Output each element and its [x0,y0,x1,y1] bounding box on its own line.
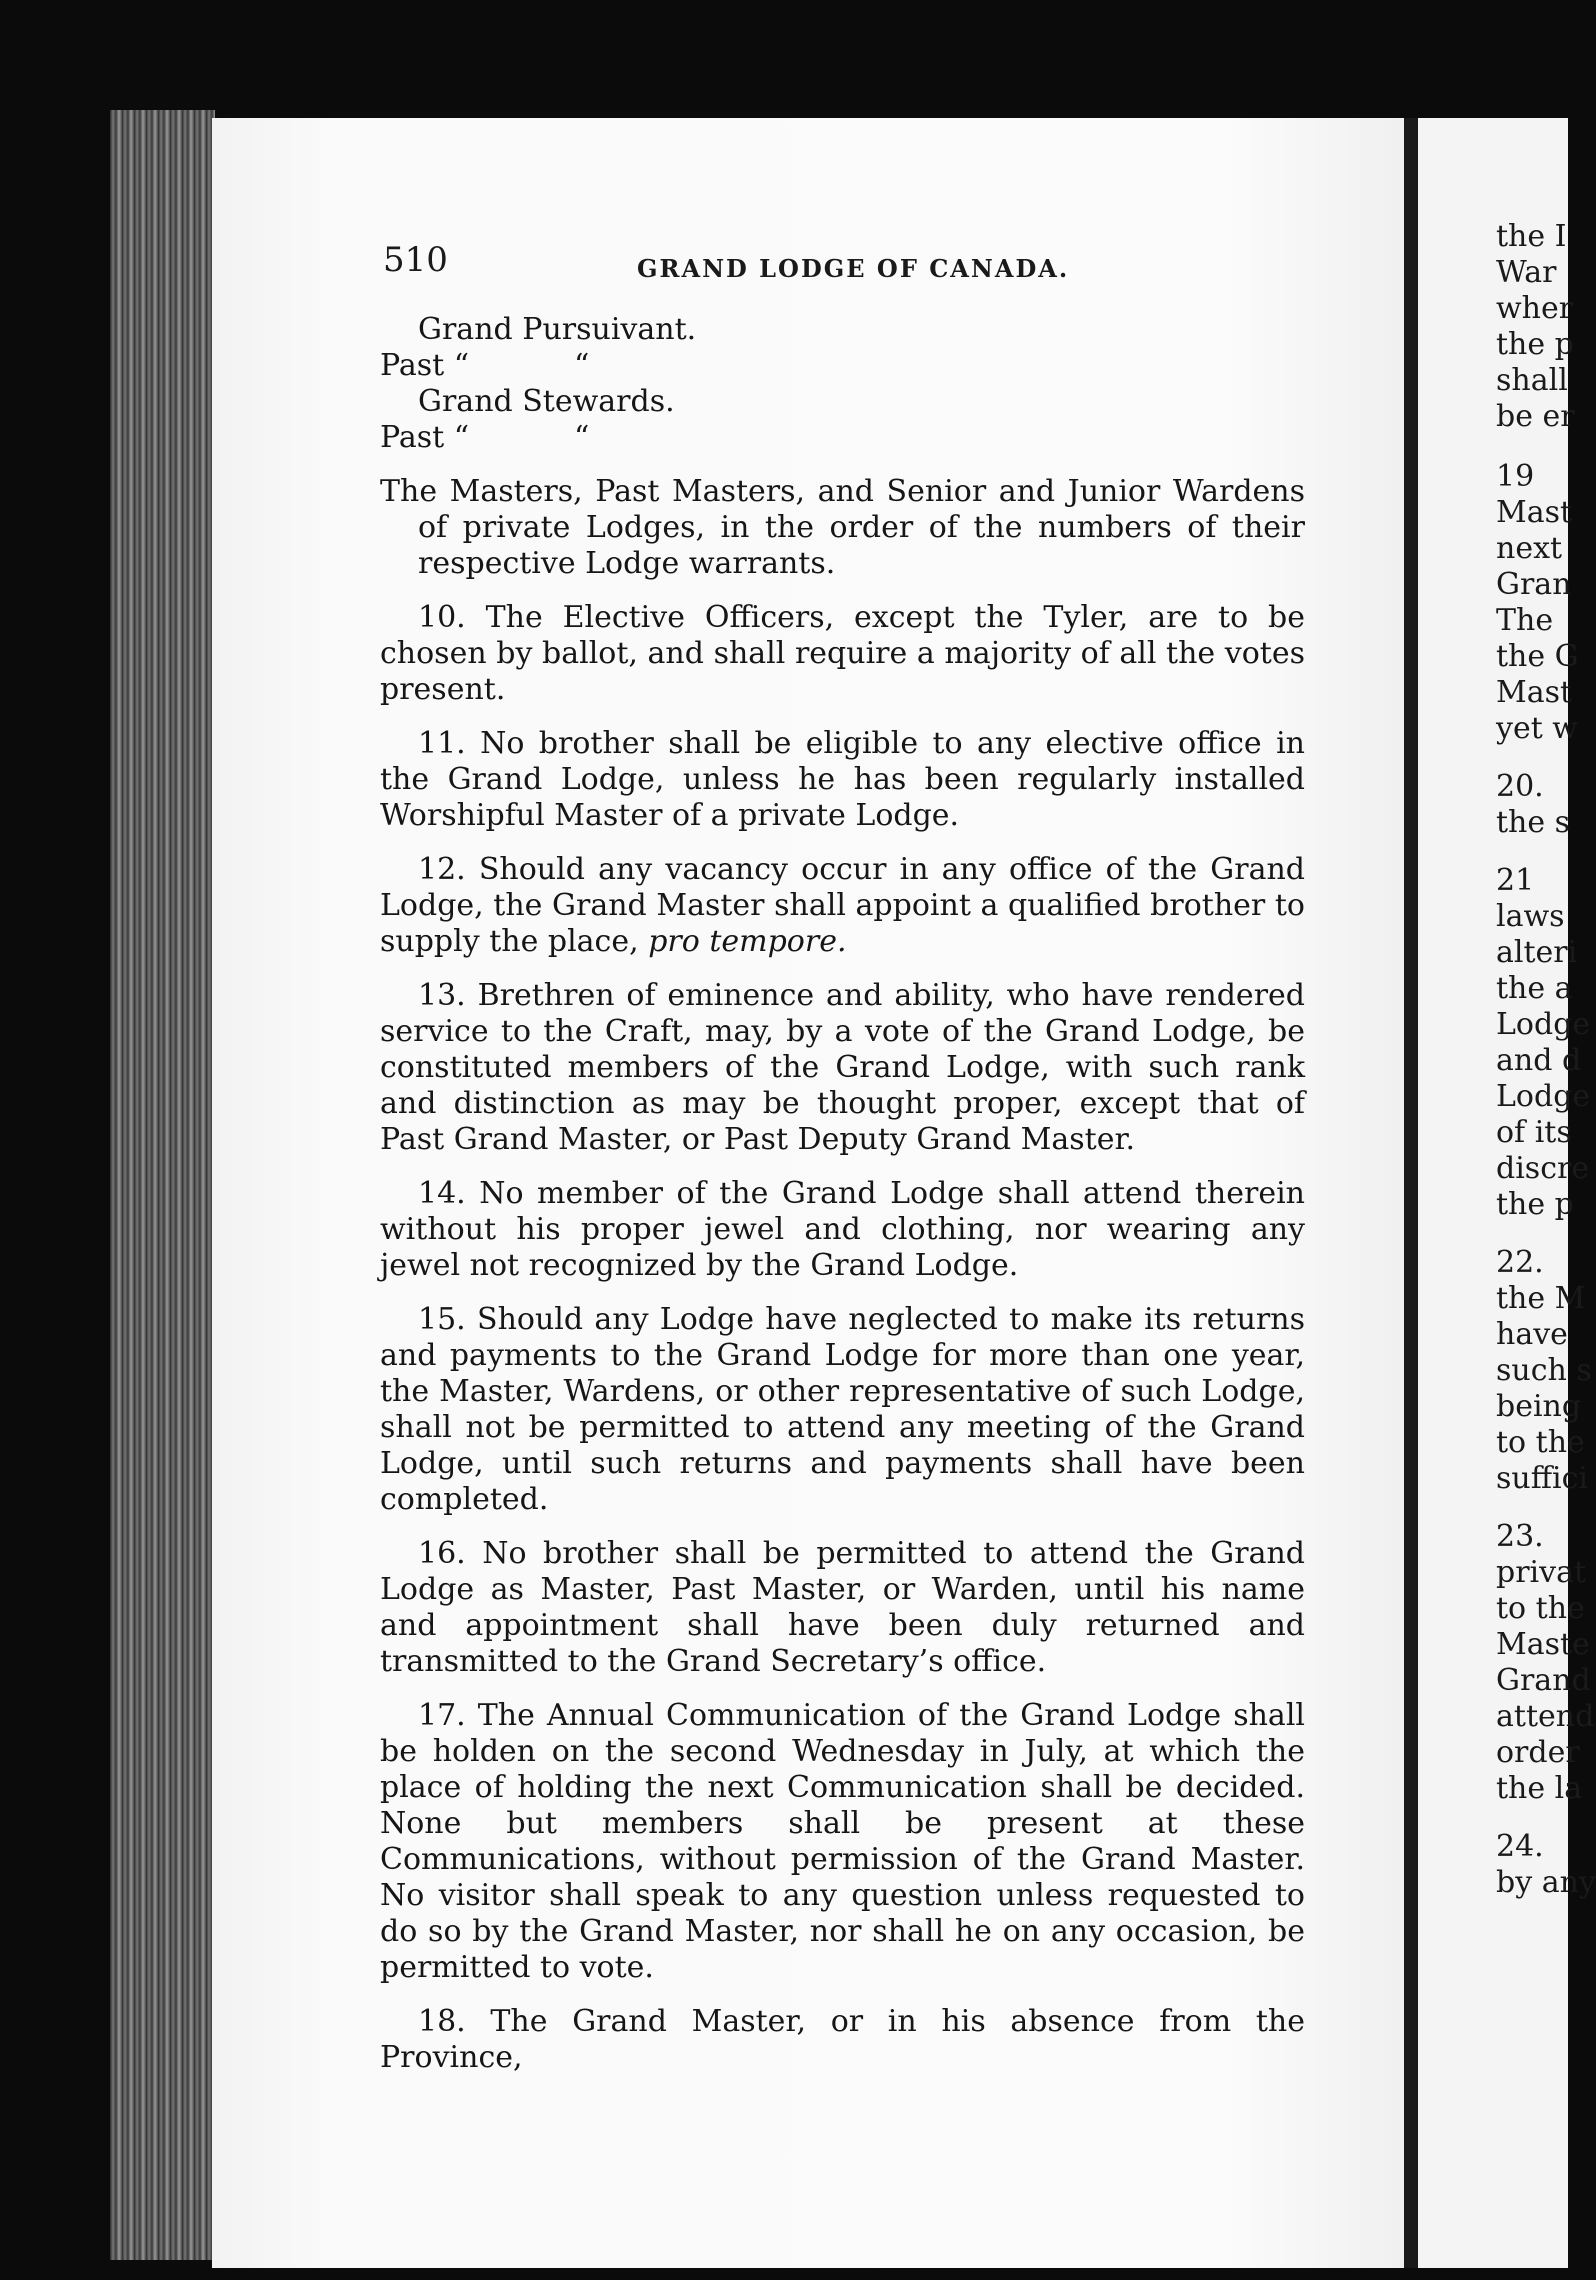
facing-page-line: 20. [1496,769,1544,804]
section-text: Should any Lodge have neglected to make its returns and payments to the Grand Lodge for more than one year, the Master, Wardens, or other representative of such Lodge, shall not be permitted to attend any meeting of the Grand Lodge, until such returns and payments shall have been completed. [380,1302,1305,1517]
facing-page-line: laws [1496,899,1565,934]
facing-page-line: and d [1496,1043,1582,1078]
facing-page-line: being [1496,1389,1582,1424]
running-title: GRAND LODGE OF CANADA. [637,254,1070,283]
section-number: 18. [418,2004,466,2039]
officer-line-grand-stewards: Grand Stewards. [418,384,675,419]
facing-page-line: to the [1496,1425,1585,1460]
officer-line-grand-pursuivant: Grand Pursuivant. [418,312,697,347]
facing-page-line: of its [1496,1115,1572,1150]
facing-page-line: 19 [1496,459,1535,494]
section-number: 13. [418,978,466,1013]
facing-page-line: 24. [1496,1829,1544,1864]
facing-page-line: the M [1496,1281,1586,1316]
section-18 [380,2004,1305,2076]
facing-page-line: The [1496,603,1554,638]
facing-page-line: alteri [1496,935,1578,970]
masters-clause: The Masters, Past Masters, and Senior and Junior Wardens of private Lodges, in the order of the numbers of their respective Lodge warrants. [380,474,1305,581]
section-number: 10. [418,600,466,635]
section-text: Should any vacancy occur in any office of the Grand Lodge, the Grand Master shall appoint a qualified brother to supply the place, [380,852,1305,959]
page-number: 510 [383,240,448,280]
facing-page-line: order [1496,1735,1580,1770]
section-16 [380,1536,1305,1680]
facing-page-fragment [1418,118,1596,2268]
facing-page-line: the p [1496,327,1574,362]
section-text: Brethren of eminence and ability, who have rendered service to the Craft, may, by a vote of the Grand Lodge, be constituted members of the Grand Lodge, with such rank and distinction as may be thought proper, except that of Past Grand Master, or Past Deputy Grand Master. [380,978,1305,1157]
facing-page-line: attend [1496,1699,1595,1734]
officer-line-past-grand-pursuivant: Past “ “ [380,348,590,383]
section-text: No brother shall be eligible to any elective office in the Grand Lodge, unless he has been regularly installed Worshipful Master of a private Lodge. [380,726,1305,833]
facing-page-line: to the [1496,1591,1585,1626]
section-11 [380,726,1305,834]
facing-page-line: Grand [1496,1663,1591,1698]
section-text: The Annual Communication of the Grand Lodge shall be holden on the second Wednesday in July, at which the place of holding the next Communication shall be decided. None but members shall be present at these Communications, without permission of the Grand Master. No visitor shall speak to any question unless requested to do so by the Grand Master, nor shall he on any occasion, be permitted to vote. [380,1698,1306,1985]
facing-page-line: suffici [1496,1461,1589,1496]
section-17 [380,1698,1305,1986]
book-binding-gutter [110,110,215,2260]
facing-page-line: Gran [1496,567,1572,602]
facing-page-line: next [1496,531,1563,566]
facing-page-line: the p [1496,1187,1574,1222]
facing-page-line: 22. [1496,1245,1544,1280]
page-divider [1404,118,1418,2268]
facing-page-line: by any [1496,1865,1596,1900]
facing-page-line: the la [1496,1771,1583,1806]
facing-page-line: shall [1496,363,1568,398]
facing-page-line: privat [1496,1555,1587,1590]
facing-page-line: the a [1496,971,1573,1006]
facing-page-line: have [1496,1317,1568,1352]
facing-page-line: the I [1496,219,1567,254]
section-13 [380,978,1305,1158]
facing-page-line: Mast [1496,675,1573,710]
facing-page-line: 23. [1496,1519,1544,1554]
section-number: 14. [418,1176,466,1211]
facing-page-line: Lodge [1496,1079,1591,1114]
section-text: No member of the Grand Lodge shall attend therein without his proper jewel and clothing, nor wearing any jewel not recognized by the Grand Lodge. [380,1176,1305,1283]
page-body [380,312,1305,2076]
facing-page-line: Maste [1496,1627,1590,1662]
facing-page-line: such s [1496,1353,1592,1388]
facing-page-line: the G [1496,639,1579,674]
section-number: 11. [418,726,466,761]
officer-line-past-grand-stewards: Past “ “ [380,420,590,455]
section-number: 17. [418,1698,466,1733]
facing-page-line: yet w [1496,711,1578,746]
facing-page-line: be er [1496,399,1575,434]
facing-page-line: discre [1496,1151,1590,1186]
section-text: The Grand Master, or in his absence from the Province, [380,2004,1305,2075]
facing-page-line: wher [1496,291,1574,326]
section-text: No brother shall be permitted to attend the Grand Lodge as Master, Past Master, or Warden, until his name and appointment shall have been duly returned and transmitted to the Grand Secretary’s office. [380,1536,1305,1679]
section-number: 12. [418,852,466,887]
section-number: 16. [418,1536,466,1571]
section-10 [380,600,1305,708]
facing-page-line: 21 [1496,863,1535,898]
facing-page-line: War [1496,255,1557,290]
section-14 [380,1176,1305,1284]
section-12 [380,852,1305,960]
facing-page-line: Mast [1496,495,1573,530]
facing-page-line: Lodge [1496,1007,1591,1042]
facing-page-line: the s [1496,805,1571,840]
section-15 [380,1302,1305,1518]
section-number: 15. [418,1302,466,1337]
section-italic-phrase: pro tempore. [648,924,847,959]
section-text: The Elective Officers, except the Tyler, are to be chosen by ballot, and shall require a majority of all the votes present. [380,600,1306,707]
